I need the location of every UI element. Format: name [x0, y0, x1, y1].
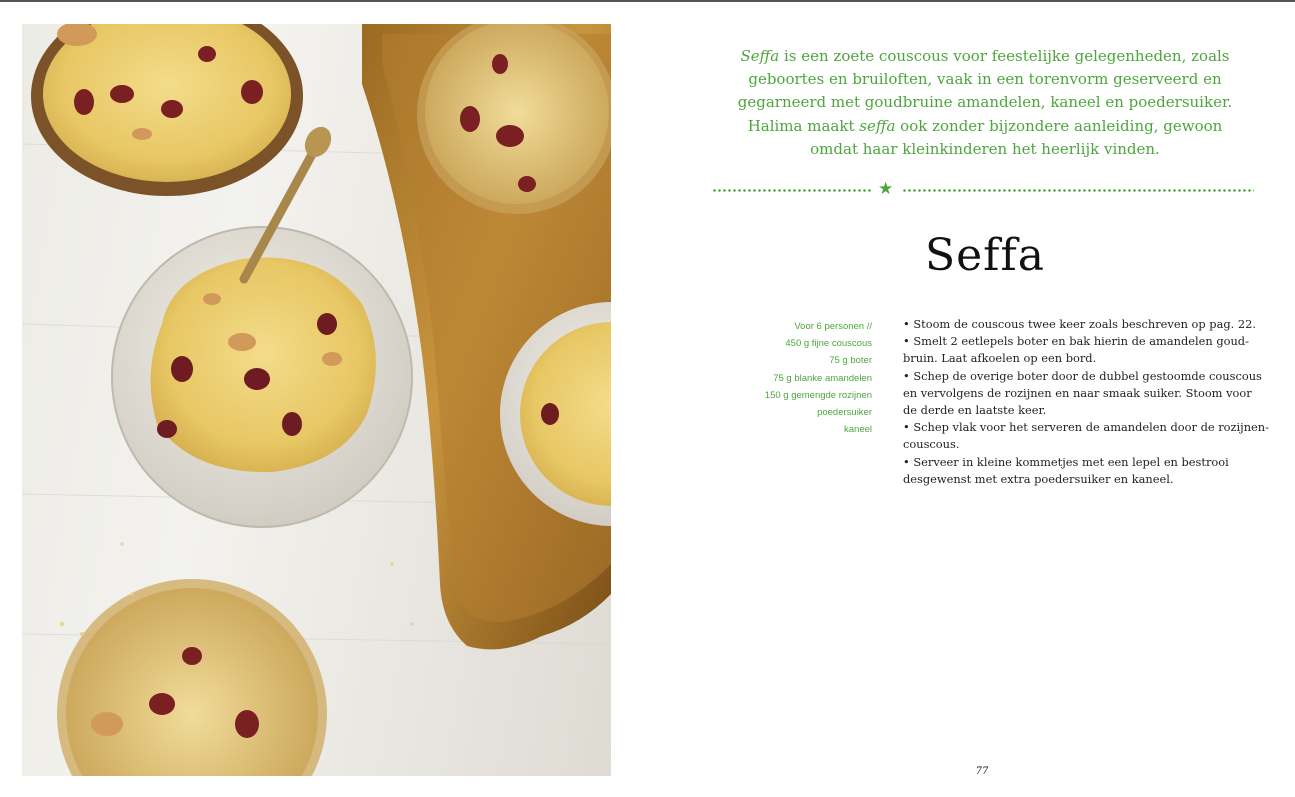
step-line: • Stoom de couscous twee keer zoals beschreven op pag. 22. — [903, 317, 1257, 331]
step-line: • Smelt 2 eetlepels boter en bak hierin de amandelen goud- — [903, 334, 1249, 349]
ingredient-item: kaneel — [844, 424, 872, 436]
step-line: couscous. — [903, 437, 960, 452]
intro-text: is een zoete couscous voor feestelijke gelegenheden, zoals — [779, 47, 1230, 65]
ingredient-item: poedersuiker — [817, 407, 872, 419]
step-line: • Schep de overige boter door de dubbel gestoomde couscous — [903, 368, 1262, 383]
top-rule — [0, 0, 1295, 2]
step-line: bruin. Laat afkoelen op een bord. — [903, 351, 1097, 366]
page-number: 77 — [975, 766, 989, 777]
intro-paragraph — [715, 45, 1255, 161]
intro-line: gegarneerd met goudbruine amandelen, kaneel en poedersuiker. — [737, 93, 1233, 112]
recipe-steps — [903, 316, 1269, 488]
intro-line: geboortes en bruiloften, vaak in een torenvorm geserveerd en — [748, 70, 1222, 89]
recipe-title: Seffa — [925, 230, 1045, 281]
divider-dots-right — [902, 189, 1254, 192]
intro-line: omdat haar kleinkinderen het heerlijk vinden. — [810, 139, 1160, 158]
intro-seffa-italic: Seffa — [740, 47, 780, 65]
star-icon: ★ — [878, 179, 894, 199]
step-line: de derde en laatste keer. — [903, 403, 1047, 418]
dotted-divider — [712, 179, 1254, 199]
seffa-photo — [22, 24, 611, 776]
step-line: • Schep vlak voor het serveren de amandelen door de rozijnen- — [903, 420, 1269, 435]
ingredient-item: 75 g boter — [829, 355, 872, 367]
step-line: desgewenst met extra poedersuiker en kaneel. — [903, 471, 1174, 486]
intro-text: ook zonder bijzondere aanleiding, gewoon — [895, 116, 1223, 135]
ingredient-item: 450 g fijne couscous — [785, 338, 872, 350]
divider-dots-left — [712, 189, 872, 192]
ingredient-item: 75 g blanke amandelen — [773, 372, 872, 384]
step-line: en vervolgens de rozijnen en naar smaak suiker. Stoom voor — [903, 385, 1252, 400]
intro-seffa-italic: seffa — [859, 116, 896, 135]
ingredient-list — [690, 318, 872, 438]
ingredient-servings: Voor 6 personen // — [794, 321, 872, 332]
intro-text: Halima maakt — [747, 116, 860, 135]
step-line: • Serveer in kleine kommetjes met een lepel en bestrooi — [903, 454, 1229, 469]
ingredient-item: 150 g gemengde rozijnen — [764, 389, 872, 401]
